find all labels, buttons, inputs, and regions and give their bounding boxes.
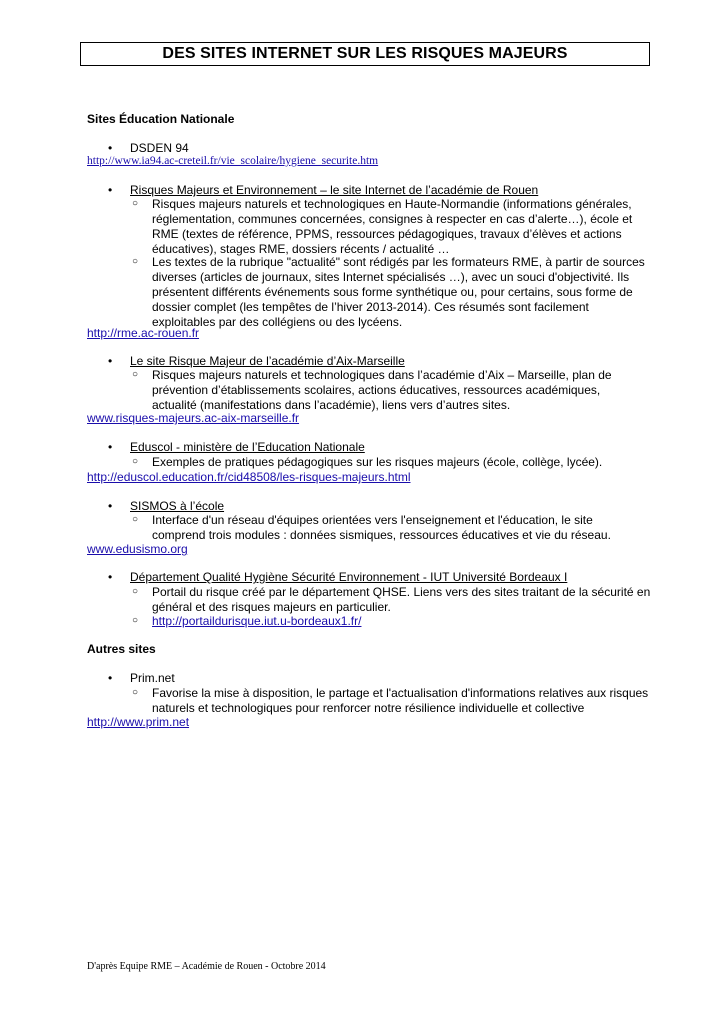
item-title-qhse[interactable]: Département Qualité Hygiène Sécurité Environnement - IUT Université Bordeaux I [130, 570, 568, 584]
sub-item-rouen-2: Les textes de la rubrique "actualité" sont rédigés par les formateurs RME, à partir de sources diverses (articles de journaux, sites Internet spécialisés …), avec un souci d'objectivité. Ils présentent différents événements sous forme synthétique ou, pour certains, sous forme de dossier complet (les tempêtes de l’hiver 2013-2014). Ces résumés sont facilement exploitables par des collégiens ou des lycéens. [152, 255, 645, 329]
link-dsden[interactable]: http://www.ia94.ac-creteil.fr/vie_scolaire/hygiene_securite.htm [87, 155, 379, 167]
item-title-eduscol[interactable]: Eduscol - ministère de l’Education Nationale [130, 440, 365, 454]
sub-item-aix-1: Risques majeurs naturels et technologiques dans l’académie d’Aix – Marseille, plan de prévention d’établissements scolaires, actions éducatives, ressources académiques, actualité (manifestations dans l’académie), liens vers d’autres sites. [152, 368, 612, 412]
page-footer: D'après Equipe RME – Académie de Rouen - Octobre 2014 [87, 961, 326, 972]
item-title-sismos[interactable]: SISMOS à l’école [130, 499, 225, 513]
bullet-icon: • [108, 499, 113, 513]
item-title-dsden: DSDEN 94 [130, 141, 189, 155]
link-sismos[interactable]: www.edusismo.org [87, 542, 188, 556]
sub-item-qhse-1: Portail du risque créé par le département QHSE. Liens vers des sites traitant de la sécurité en général et des risques majeurs en particulier. [152, 585, 651, 614]
sub-bullet-icon: ○ [132, 369, 139, 380]
item-title-aix[interactable]: Le site Risque Majeur de l’académie d’Aix-Marseille [130, 354, 405, 368]
sub-bullet-icon: ○ [132, 615, 139, 626]
sub-bullet-icon: ○ [132, 456, 139, 467]
sub-item-eduscol-1: Exemples de pratiques pédagogiques sur les risques majeurs (école, collège, lycée). [152, 455, 603, 469]
item-title-rouen[interactable]: Risques Majeurs et Environnement – le site Internet de l’académie de Rouen [130, 183, 539, 197]
bullet-icon: • [108, 440, 113, 454]
link-rouen[interactable]: http://rme.ac-rouen.fr [87, 326, 200, 340]
sub-bullet-icon: ○ [132, 687, 139, 698]
sub-bullet-icon: ○ [132, 514, 139, 525]
item-title-prim: Prim.net [130, 671, 175, 685]
sub-bullet-icon: ○ [132, 198, 139, 209]
bullet-icon: • [108, 570, 113, 584]
section-heading-education: Sites Éducation Nationale [87, 112, 235, 126]
bullet-icon: • [108, 183, 113, 197]
bullet-icon: • [108, 671, 113, 685]
sub-bullet-icon: ○ [132, 586, 139, 597]
bullet-icon: • [108, 354, 113, 368]
link-eduscol[interactable]: http://eduscol.education.fr/cid48508/les-risques-majeurs.html [87, 470, 411, 484]
link-aix[interactable]: www.risques-majeurs.ac-aix-marseille.fr [87, 411, 300, 425]
page-title: DES SITES INTERNET SUR LES RISQUES MAJEURS [80, 42, 650, 66]
sub-item-prim-1: Favorise la mise à disposition, le partage et l'actualisation d'informations relatives aux risques naturels et technologiques pour renforcer notre résilience individuelle et collective [152, 686, 649, 715]
sub-item-sismos-1: Interface d'un réseau d'équipes orientées vers l'enseignement et l'éducation, le site comprend trois modules : données sismiques, ressources éducatives et vie du réseau. [152, 513, 611, 542]
section-heading-others: Autres sites [87, 642, 156, 656]
sub-bullet-icon: ○ [132, 256, 139, 267]
link-qhse[interactable]: http://portaildurisque.iut.u-bordeaux1.fr/ [152, 614, 362, 628]
link-prim[interactable]: http://www.prim.net [87, 715, 190, 729]
sub-item-rouen-1: Risques majeurs naturels et technologiques en Haute-Normandie (informations générales, réglementation, communes concernées, consignes à respecter en cas d’alerte…), école et RME (textes de référence, PPMS, ressources pédagogiques, travaux d’élèves et actions éducatives), stages RME, dossiers récents / actualité … [152, 197, 633, 256]
bullet-icon: • [108, 141, 113, 155]
